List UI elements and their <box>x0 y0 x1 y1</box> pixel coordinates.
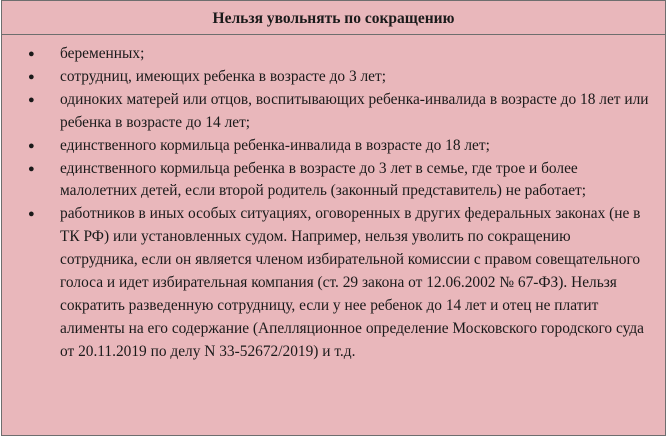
bullet-dot-icon: ● <box>28 162 35 175</box>
list-item-text: единственного кормильца ребенка-инвалида в возрасте до 18 лет; <box>60 136 490 154</box>
bullet-dot-icon: ● <box>28 208 35 221</box>
list-item <box>24 135 651 158</box>
list-item <box>24 43 651 66</box>
bullet-dot-icon: ● <box>28 139 35 152</box>
list-item <box>24 66 651 89</box>
bullet-dot-icon: ● <box>28 70 35 83</box>
info-table <box>1 0 666 436</box>
page-title: Нельзя увольнять по сокращению <box>212 9 455 27</box>
list-item <box>24 158 651 204</box>
list-item <box>24 203 651 363</box>
bullet-dot-icon: ● <box>28 93 35 106</box>
bullet-list <box>24 43 651 364</box>
list-item-text: работников в иных особых ситуациях, оговоренных в других федеральных законах (не в ТК РФ) или установленных судом. Например, нельзя уволить по сокращению сотрудника, если он является членом избирательной комиссии с правом совещательного голоса и идет избирательная компания (ст. 29 закона от 12.06.2002 № 67-ФЗ). Нельзя сократить разведенную сотрудницу, если у нее ребенок до 14 лет и отец не платит алименты на его содержание (Апелляционное определение Московского городского суда от 20.11.2019 по делу N 33-52672/2019) и т.д. <box>60 205 644 360</box>
list-item-text: беременных; <box>60 45 145 62</box>
list-item-text: единственного кормильца ребенка в возрасте до 3 лет в семье, где трое и более малолетних детей, если второй родитель (законный представитель) не работает; <box>60 159 587 200</box>
list-item <box>24 89 651 135</box>
list-item-text: одиноких матерей или отцов, воспитывающих ребенка-инвалида в возрасте до 18 лет или ребенка в возрасте до 14 лет; <box>60 90 649 131</box>
table-body <box>2 35 665 364</box>
list-item-text: сотрудниц, имеющих ребенка в возрасте до 3 лет; <box>60 67 387 85</box>
table-header <box>2 1 665 35</box>
bullet-dot-icon: ● <box>28 48 35 60</box>
